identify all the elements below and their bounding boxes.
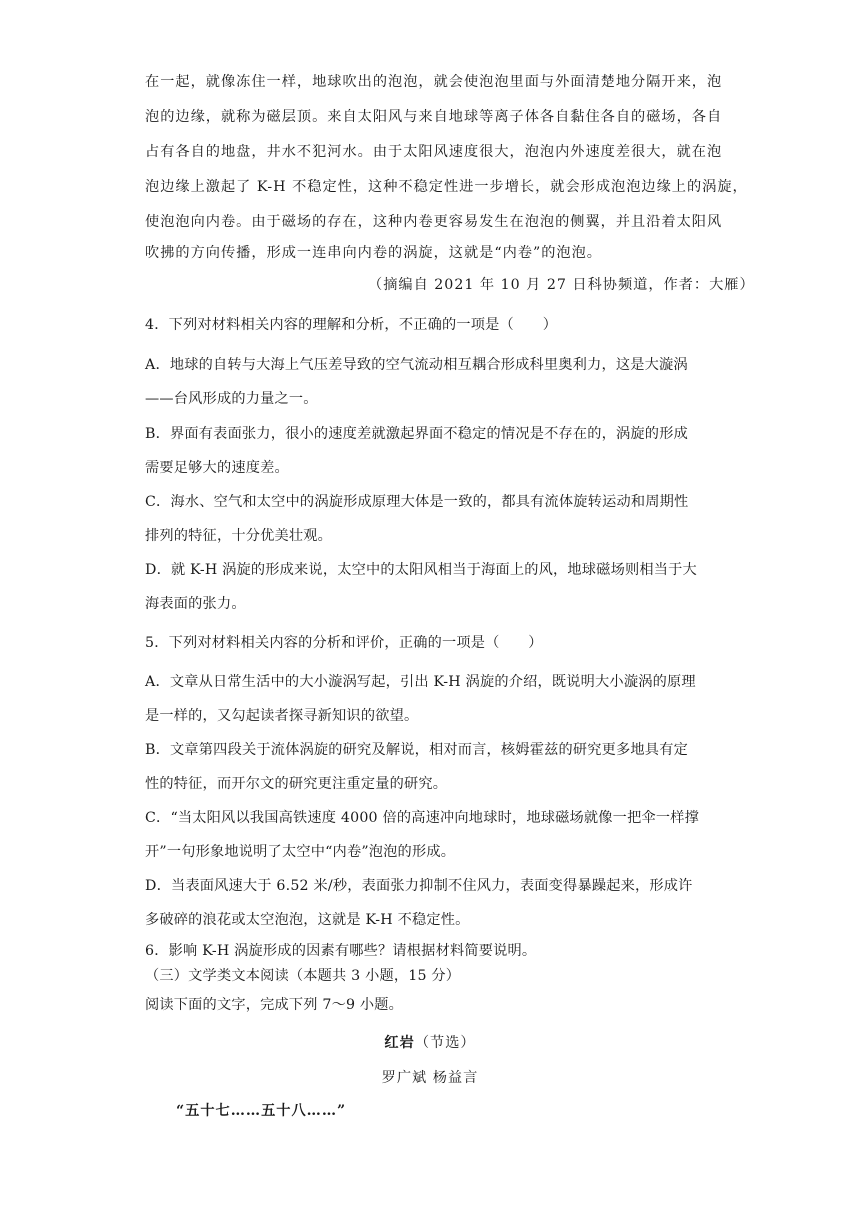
- story-title-note: （节选）: [414, 1035, 476, 1051]
- question-4-option-b: B．界面有表面张力，很小的速度差就激起界面不稳定的情况是不存在的，涡旋的形成: [145, 426, 688, 442]
- question-4-option-b-cont: 需要足够大的速度差。: [145, 460, 289, 476]
- question-5-option-c: C．“当太阳风以我国高铁速度 4000 倍的高速冲向地球时，地球磁场就像一把伞一样撑: [145, 810, 700, 826]
- question-4-stem: 4．下列对材料相关内容的理解和分析，不正确的一项是（ ）: [145, 317, 558, 333]
- section-heading: （三）文学类文本阅读（本题共 3 小题，15 分）: [145, 968, 461, 984]
- passage-line: 泡的边缘，就称为磁层顶。来自太阳风与来自地球等离子体各自黏住各自的磁场，各自: [145, 109, 723, 125]
- question-5-option-a: A．文章从日常生活中的大小漩涡写起，引出 K-H 涡旋的介绍，既说明大小漩涡的原理: [145, 674, 696, 690]
- question-4-option-d-cont: 海表面的张力。: [145, 596, 246, 612]
- passage-line: 占有各自的地盘，井水不犯河水。由于太阳风速度很大，泡泡内外速度差很大，就在泡: [145, 144, 723, 160]
- question-5-option-d-cont: 多破碎的浪花或太空泡泡，这就是 K-H 不稳定性。: [145, 912, 470, 928]
- question-5-option-d: D．当表面风速大于 6.52 米/秒，表面张力抑制不住风力，表面变得暴躁起来，形成许: [145, 878, 693, 894]
- passage-line: 使泡泡向内卷。由于磁场的存在，这种内卷更容易发生在泡泡的侧翼，并且沿着太阳风: [145, 214, 723, 230]
- passage-source: （摘编自 2021 年 10 月 27 日科协频道，作者：大雁）: [368, 277, 755, 293]
- story-title-line: [0, 1033, 860, 1053]
- question-4-option-c-cont: 排列的特征，十分优美壮观。: [145, 528, 333, 544]
- passage-line: 吹拂的方向传播，形成一连串向内卷的涡旋，这就是“内卷”的泡泡。: [145, 245, 602, 261]
- question-5-option-c-cont: 开”一句形象地说明了太空中“内卷”泡泡的形成。: [145, 844, 456, 860]
- question-4-option-a: A．地球的自转与大海上气压差导致的空气流动相互耦合形成科里奥利力，这是大漩涡: [145, 357, 688, 373]
- question-4-option-a-cont: ——台风形成的力量之一。: [145, 391, 318, 407]
- passage-line: 泡边缘上激起了 K-H 不稳定性，这种不稳定性进一步增长，就会形成泡泡边缘上的涡旋，: [145, 179, 748, 195]
- question-4-option-d: D．就 K-H 涡旋的形成来说，太空中的太阳风相当于海面上的风，地球磁场则相当于大: [145, 562, 697, 578]
- story-title: 红岩: [384, 1035, 415, 1051]
- passage-line: 在一起，就像冻住一样，地球吹出的泡泡，就会使泡泡里面与外面清楚地分隔开来，泡: [145, 74, 723, 90]
- story-authors: 罗广斌 杨益言: [381, 1070, 479, 1086]
- question-5-option-a-cont: 是一样的，又勾起读者探寻新知识的欲望。: [145, 708, 419, 724]
- question-4-option-c: C．海水、空气和太空中的涡旋形成原理大体是一致的，都具有流体旋转运动和周期性: [145, 494, 689, 510]
- question-5-option-b: B．文章第四段关于流体涡旋的研究及解说，相对而言，核姆霍兹的研究更多地具有定: [145, 742, 688, 758]
- question-6-stem: 6．影响 K-H 涡旋形成的因素有哪些？请根据材料简要说明。: [145, 943, 537, 959]
- section-instruction: 阅读下面的文字，完成下列 7～9 小题。: [145, 997, 404, 1013]
- question-5-option-b-cont: 性的特征，而开尔文的研究更注重定量的研究。: [145, 776, 448, 792]
- story-first-line: “五十七……五十八……”: [176, 1103, 347, 1119]
- question-5-stem: 5．下列对材料相关内容的分析和评价，正确的一项是（ ）: [145, 635, 543, 651]
